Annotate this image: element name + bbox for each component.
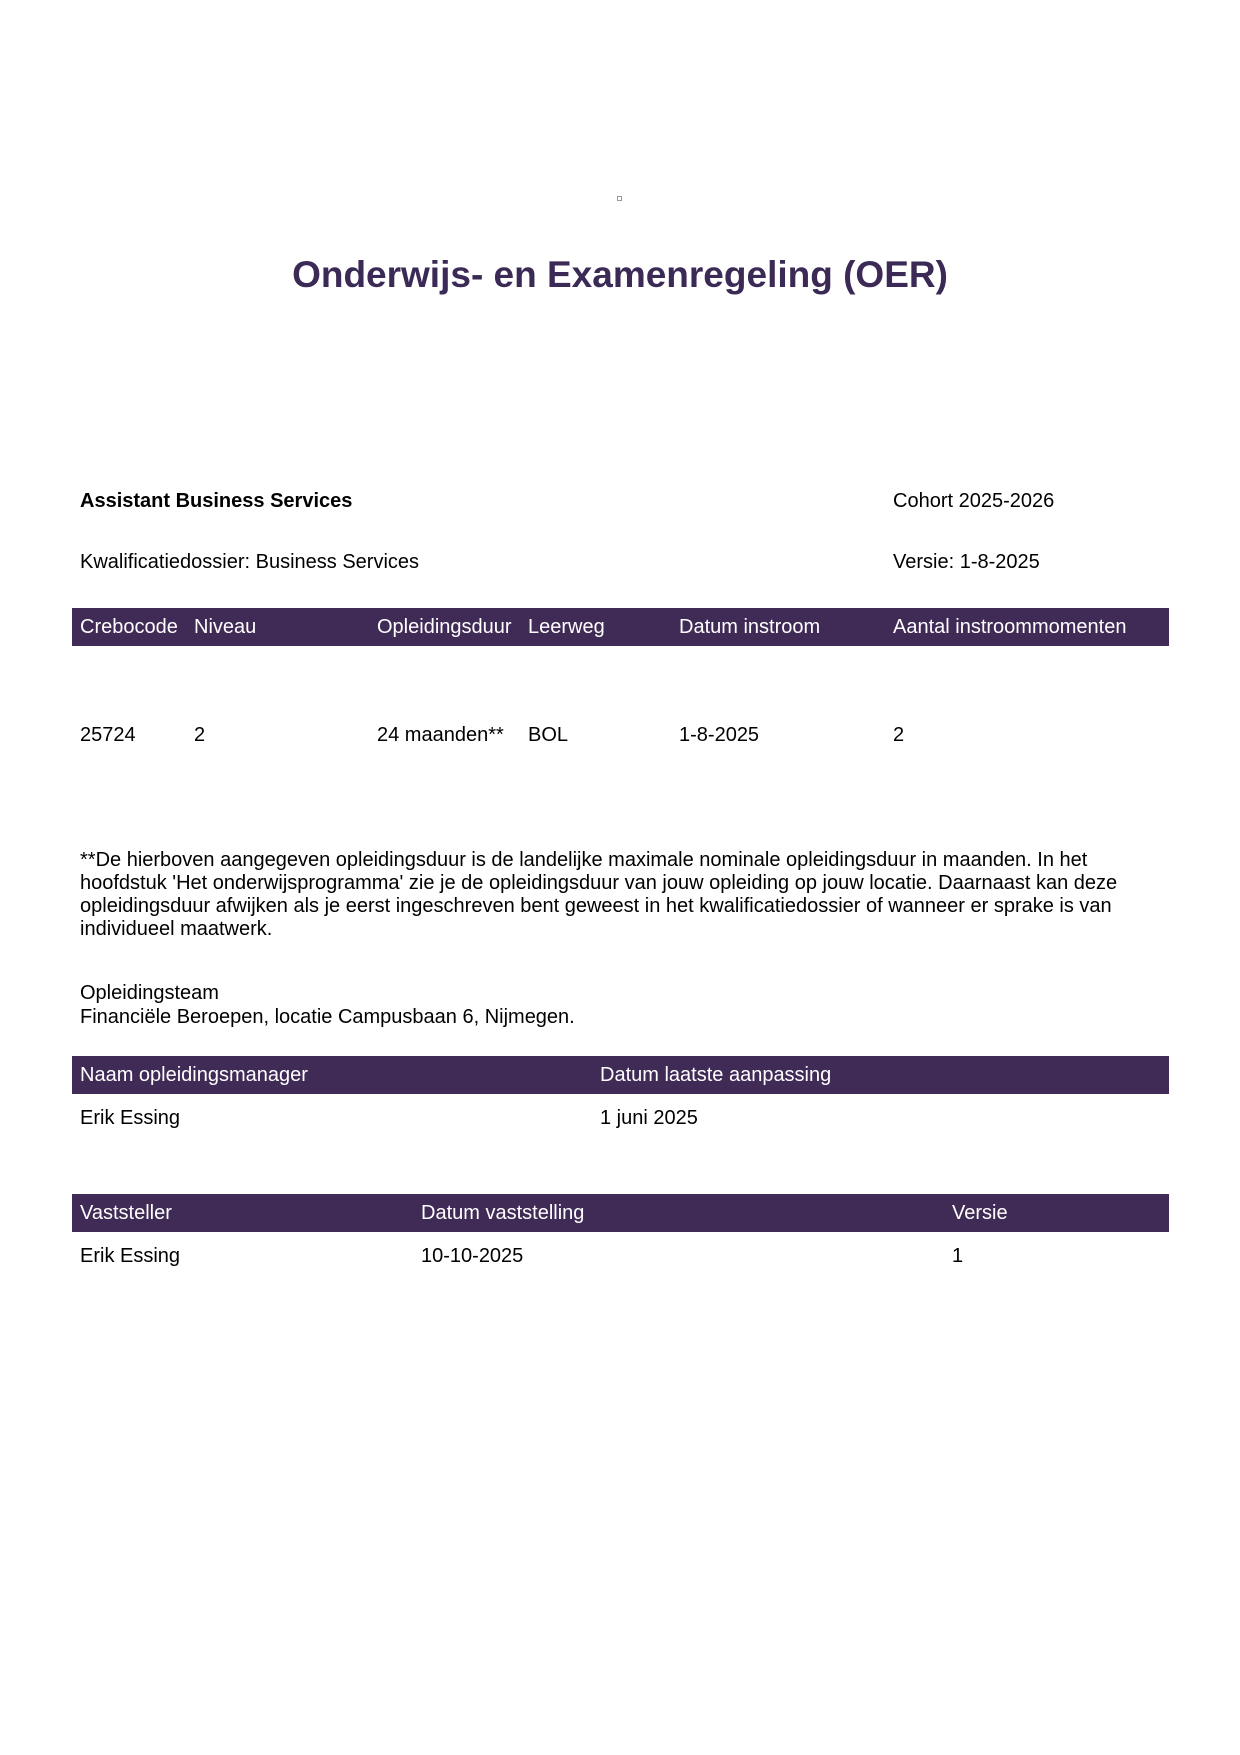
header-versie: Versie	[952, 1202, 1008, 1224]
team-label: Opleidingsteam	[80, 982, 219, 1004]
cell-leerweg: BOL	[528, 724, 569, 746]
logo-placeholder-icon	[617, 196, 622, 201]
team-location: Financiële Beroepen, locatie Campusbaan 6, Nijmegen.	[80, 1006, 575, 1028]
header-naam-opleidingsmanager: Naam opleidingsmanager	[80, 1064, 308, 1086]
header-aantal-instroommomenten: Aantal instroommomenten	[893, 616, 1127, 638]
program-name: Assistant Business Services	[80, 490, 353, 512]
cell-aantal-instroommomenten: 2	[893, 724, 905, 746]
header-datum-vaststelling: Datum vaststelling	[421, 1202, 585, 1224]
cell-datum-instroom: 1-8-2025	[679, 724, 760, 746]
cohort: Cohort 2025-2026	[893, 490, 1055, 512]
manager-table-header	[72, 1056, 1169, 1094]
version-date: Versie: 1-8-2025	[893, 551, 1040, 573]
cell-niveau: 2	[194, 724, 206, 746]
cell-versie: 1	[952, 1245, 964, 1267]
cell-datum-vaststelling: 10-10-2025	[421, 1245, 524, 1267]
cell-manager-name: Erik Essing	[80, 1107, 181, 1129]
cell-crebocode: 25724	[80, 724, 136, 746]
header-datum-laatste-aanpassing: Datum laatste aanpassing	[600, 1064, 832, 1086]
header-leerweg: Leerweg	[528, 616, 605, 638]
cell-vaststeller: Erik Essing	[80, 1245, 181, 1267]
qualification-dossier: Kwalificatiedossier: Business Services	[80, 551, 420, 573]
program-table-header	[72, 608, 1169, 646]
header-niveau: Niveau	[194, 616, 257, 638]
header-opleidingsduur: Opleidingsduur	[377, 616, 512, 638]
header-vaststeller: Vaststeller	[80, 1202, 172, 1224]
cell-opleidingsduur: 24 maanden**	[377, 724, 504, 746]
team-block	[80, 981, 575, 1029]
duration-footnote: **De hierboven aangegeven opleidingsduur is de landelijke maximale nominale opleidingsduur in maanden. In het hoofdstuk 'Het onderwijsprogramma' zie je de opleidingsduur van jouw opleiding op jouw locatie. Daarnaast kan deze opleidingsduur afwijken als je eerst ingeschreven bent geweest in het kwalificatiedossier of wanneer er sprake is van individueel maatwerk.	[80, 849, 1118, 940]
approval-table-header	[72, 1194, 1169, 1232]
document-title: Onderwijs- en Examenregeling (OER)	[292, 254, 948, 295]
cell-last-modified: 1 juni 2025	[600, 1107, 698, 1129]
header-crebocode: Crebocode	[80, 616, 178, 638]
header-datum-instroom: Datum instroom	[679, 616, 821, 638]
